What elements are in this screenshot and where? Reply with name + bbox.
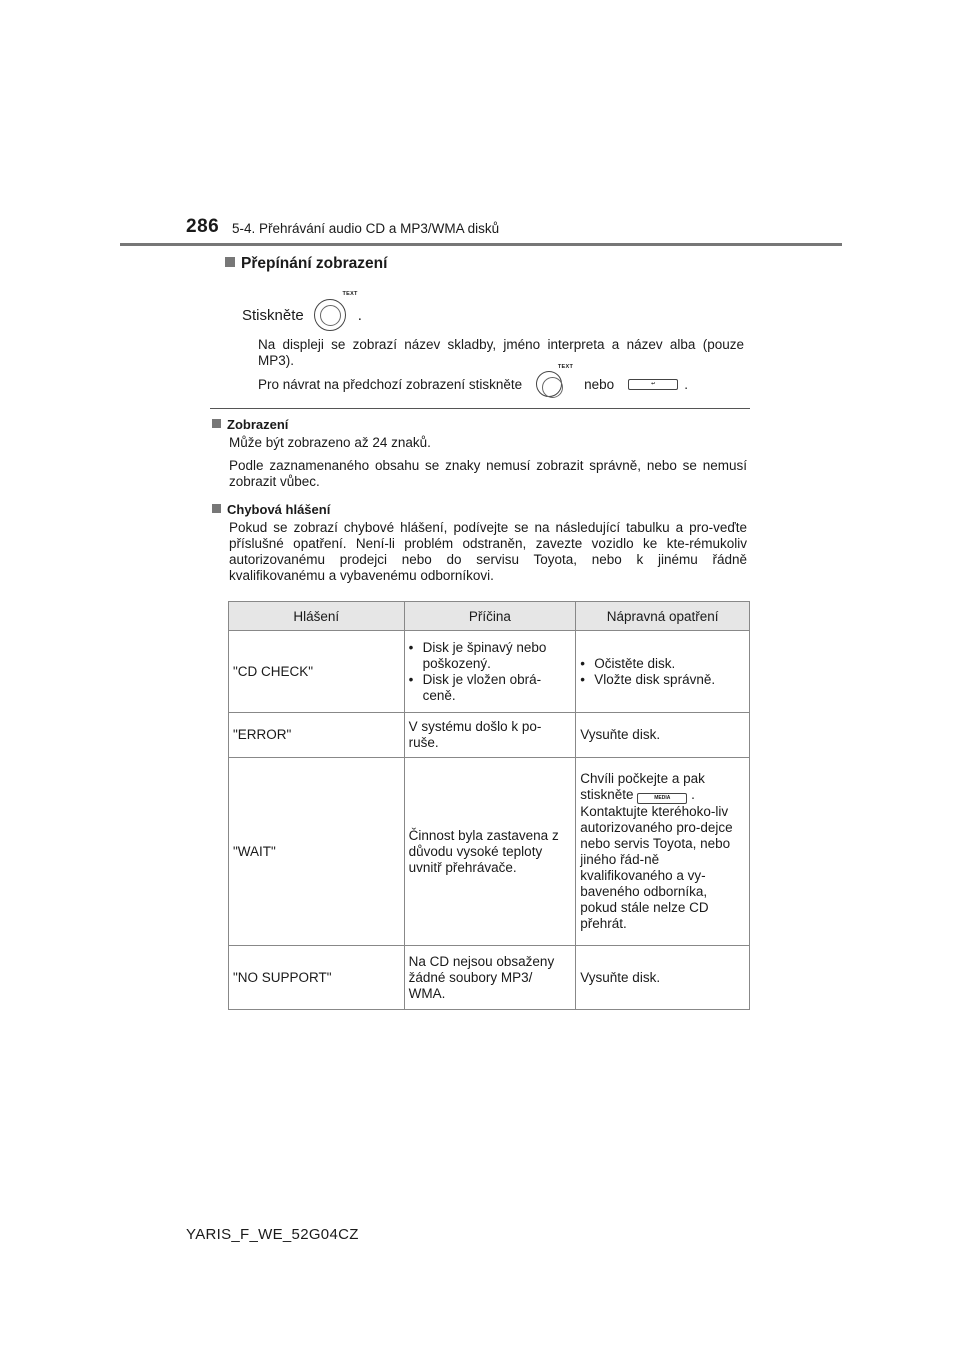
return-prefix: Pro návrat na předchozí zobrazení stiskněte (258, 376, 523, 392)
remedy-bullet: Vložte disk správně. (594, 671, 716, 687)
remedy-text: Chvíli počkejte a pak stiskněte (580, 771, 705, 802)
text-knob-icon (314, 291, 358, 331)
page-number: 286 (186, 216, 220, 237)
press-instruction (242, 291, 362, 331)
remedy-cell: • Očistěte disk. • Vložte disk správně. (576, 631, 750, 713)
note-display (212, 417, 747, 490)
knob-label: TEXT (342, 291, 358, 297)
press-suffix: . (357, 306, 362, 324)
table-row (229, 631, 750, 713)
section-title: 5-4. Přehrávání audio CD a MP3/WMA disků (232, 221, 500, 236)
media-button-icon: MEDIA (637, 793, 687, 804)
remedy-cell: Vysuňte disk. (576, 713, 750, 758)
note-paragraph: Pokud se zobrazí chybové hlášení, podívejte se na následující tabulku a pro-veďte příslušné opatření. Není-li problém odstraněn, zavezte vozidlo ke kte-rémukoliv autorizovanému prodejci nebo do servisu Toyota, nebo k jinému řádně kvalifikovanému a vybavenému odborníkovi. (229, 520, 747, 583)
section-divider (210, 408, 750, 409)
column-header: Nápravná opatření (576, 602, 750, 631)
note-title: Chybová hlášení (212, 502, 747, 517)
cause-bullet: Disk je špinavý nebo poškozený. (422, 639, 547, 671)
error-message-table (228, 601, 750, 1010)
note-errors (212, 502, 747, 584)
remedy-cell: Vysuňte disk. (576, 946, 750, 1010)
note-paragraph: Podle zaznamenaného obsahu se znaky nemusí zobrazit správně, nebo se nemusí zobrazit vůbec. (229, 458, 747, 489)
document-code: YARIS_F_WE_52G04CZ (186, 1226, 359, 1243)
column-header: Hlášení (229, 602, 405, 631)
square-bullet-icon (212, 419, 221, 428)
table-row (229, 758, 750, 946)
message-cell: "WAIT" (229, 758, 405, 946)
press-prefix: Stiskněte (242, 306, 304, 324)
square-bullet-icon (225, 257, 235, 267)
cause-cell: • Disk je špinavý nebo poškozený. • Disk je vložen obrá-ceně. (404, 631, 576, 713)
cause-cell: Činnost byla zastavena z důvodu vysoké teploty uvnitř přehrávače. (404, 758, 576, 946)
header-rule (120, 243, 842, 246)
back-button-icon: ↩ (628, 379, 678, 390)
return-middle: nebo (584, 376, 615, 392)
return-suffix: . (684, 376, 688, 392)
display-description: Na displeji se zobrazí název skladby, jméno interpreta a název alba (pouze MP3). (258, 337, 744, 368)
remedy-text: Kontaktujte kteréhoko-liv autorizovaného pro-dejce nebo servis Toyota, nebo jiného řád-ně kvalifikovaného a vy-baveného odborníka, pokud stále nelze CD přehrát. (580, 804, 733, 931)
table-header-row (229, 602, 750, 631)
main-heading-text: Přepínání zobrazení (241, 255, 388, 272)
knob-label: TEXT (557, 364, 574, 370)
message-cell: "CD CHECK" (229, 631, 405, 713)
table-row (229, 713, 750, 758)
remedy-text: . (691, 787, 695, 802)
square-bullet-icon (212, 504, 221, 513)
cause-cell: V systému došlo k po-ruše. (404, 713, 576, 758)
main-heading (225, 255, 387, 273)
return-instruction (258, 364, 744, 397)
note-paragraph: Může být zobrazeno až 24 znaků. (229, 435, 431, 450)
remedy-cell (576, 758, 750, 946)
text-knob-icon (536, 364, 574, 397)
message-cell: "ERROR" (229, 713, 405, 758)
cause-cell: Na CD nejsou obsaženy žádné soubory MP3/ WMA. (404, 946, 576, 1010)
column-header: Příčina (404, 602, 576, 631)
note-title: Zobrazení (212, 417, 747, 432)
message-cell: "NO SUPPORT" (229, 946, 405, 1010)
table-row (229, 946, 750, 1010)
cause-bullet: Disk je vložen obrá-ceně. (422, 671, 542, 703)
remedy-bullet: Očistěte disk. (594, 655, 676, 671)
